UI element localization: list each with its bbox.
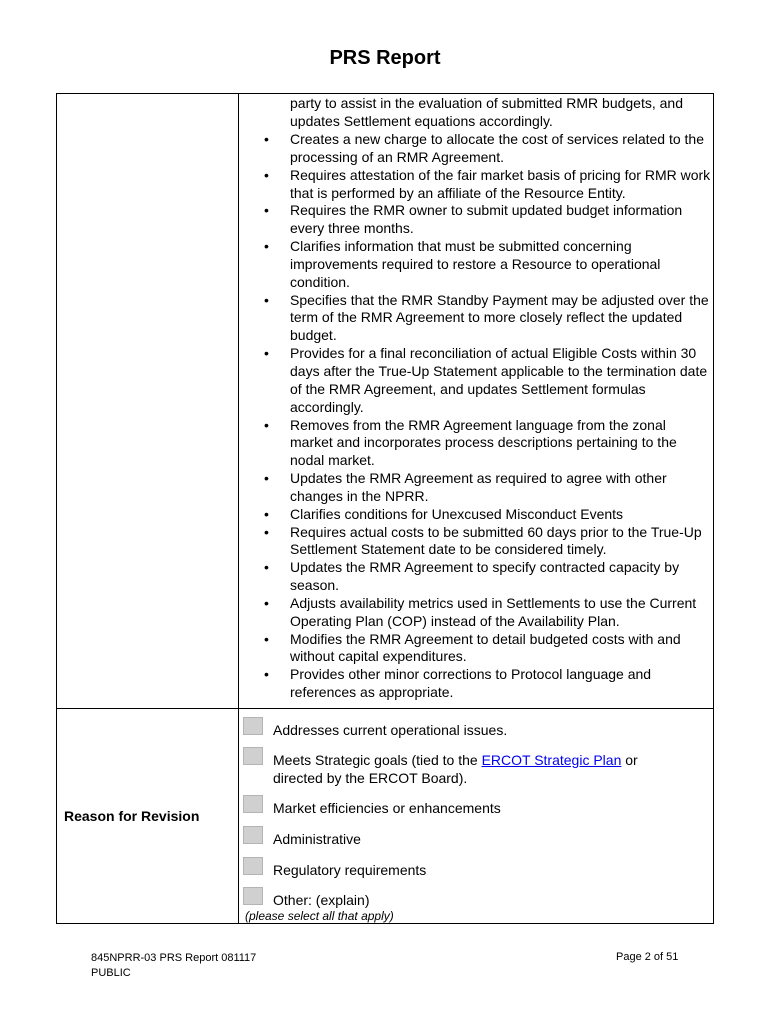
summary-bullet-list	[247, 131, 712, 702]
list-item: • Clarifies conditions for Unexcused Misconduct Events	[264, 505, 624, 522]
list-item: • Adjusts availability metrics used in Settlements to use the Current Operating Plan (COP) instead of the Availability Plan.	[264, 594, 697, 629]
bullet-icon: •	[264, 594, 269, 611]
bullet-icon: •	[264, 238, 269, 255]
bullet-icon: •	[264, 166, 269, 183]
checkbox[interactable]	[243, 747, 263, 765]
bullet-icon: •	[264, 345, 269, 362]
list-item: • Removes from the RMR Agreement language from the zonal market and incorporates process descriptions pertaining to the nodal market.	[264, 416, 677, 469]
reason-for-revision-label: Reason for Revision	[64, 808, 200, 824]
footer-left	[91, 951, 256, 981]
checkbox[interactable]	[243, 826, 263, 844]
bullet-icon: •	[264, 559, 269, 576]
bullet-icon: •	[264, 470, 269, 487]
select-all-hint: (please select all that apply)	[245, 909, 394, 923]
list-item: • Creates a new charge to allocate the cost of services related to the processing of an RMR Agreement.	[264, 131, 705, 165]
bullet-icon: •	[264, 630, 269, 647]
list-item: • Provides other minor corrections to Protocol language and references as appropriate.	[264, 666, 652, 701]
checkbox[interactable]	[243, 717, 263, 735]
ercot-strategic-plan-link[interactable]: ERCOT Strategic Plan	[481, 752, 622, 768]
checkbox[interactable]	[243, 887, 263, 905]
classification-label: PUBLIC	[91, 967, 131, 979]
bullet-icon: •	[264, 291, 269, 308]
list-item: • Requires attestation of the fair market basis of pricing for RMR work that is performed by an affiliate of the Resource Entity.	[264, 166, 711, 201]
page-number: Page 2 of 51	[616, 951, 679, 963]
list-item: • Clarifies information that must be submitted concerning improvements required to restore a Resource to operational condition.	[264, 238, 661, 290]
checkbox[interactable]	[243, 857, 263, 875]
checkbox[interactable]	[243, 795, 263, 813]
bullet-icon: •	[264, 505, 269, 522]
report-table: party to assist in the evaluation of submitted RMR budgets, and updates Settlement equations accordingly. • Creates a new charge to allocate the cost of services related to the processing of an RMR Agreement. • Requires attestation of the fair market basis of pricing for RMR work that is performed by an affiliate of the Resource Entity. • Requires the RMR owner to submit updated budget information every three months. • Clarifies information that must be submitted concerning improvements required to restore a Resource to operational condition. • Specifies that the RMR Standby Payment may be adjusted over the term of the RMR Agreement to more closely reflect the updated budget. • Provides for a final reconciliation of actual Eligible Costs within 30 days after the True-Up Statement applicable to the termination date of the RMR Agreement, and updates Settlement formulas accordingly. • Removes from the RMR Agreement language from the zonal market and incorporates process descriptions pertaining to the nodal market. • Updates the RMR Agreement as required to agree with other changes in the NPRR. • Clarifies conditions for Unexcused Misconduct Events • Requires actual costs to be submitted 60 days prior to the True-Up Settlement Statement date to be considered timely. • Updates the RMR Agreement to specify contracted capacity by season. • Adjusts availability metrics used in Settlements to use the Current Operating Plan (COP) instead of the Availability Plan. • Modifies the RMR Agreement to detail budgeted costs with and without capital expenditures. • Provides other minor corrections to Protocol language and references as appropriate. Reason for Revision Addresses current operational issues. Meets Strategic goals (tied to the ERCOT Strategic Plan or directed by the ERCOT Board). Market efficiencies or enhancements Administrative Regulatory requirements Other: (explain) (please select all that apply)	[56, 93, 714, 924]
list-item: • Updates the RMR Agreement as required to agree with other changes in the NPRR.	[264, 470, 667, 504]
list-item: • Modifies the RMR Agreement to detail budgeted costs with and without capital expenditures.	[264, 630, 681, 665]
document-id: 845NPRR-03 PRS Report 081117	[91, 952, 257, 964]
list-item: • Provides for a final reconciliation of actual Eligible Costs within 30 days after the True-Up Statement applicable to the termination date of the RMR Agreement, and updates Settlement formulas accordingly.	[264, 345, 708, 415]
bullet-icon: •	[264, 523, 269, 540]
bullet-icon: •	[264, 416, 269, 433]
page-title: PRS Report	[329, 47, 441, 69]
bullet-icon: •	[264, 202, 269, 219]
row-divider	[57, 708, 713, 709]
list-item: • Requires actual costs to be submitted 60 days prior to the True-Up Settlement Statement date to be considered timely.	[264, 523, 702, 558]
list-item: • Requires the RMR owner to submit updated budget information every three months.	[264, 202, 683, 237]
column-divider	[238, 94, 239, 923]
list-item: • Specifies that the RMR Standby Payment may be adjusted over the term of the RMR Agreement to more closely reflect the updated budget.	[264, 291, 709, 344]
bullet-icon: •	[264, 666, 269, 683]
list-item: • Updates the RMR Agreement to specify contracted capacity by season.	[264, 559, 680, 594]
summary-continuation: party to assist in the evaluation of submitted RMR budgets, and updates Settlement equations accordingly.	[290, 95, 683, 129]
bullet-icon: •	[264, 131, 269, 147]
